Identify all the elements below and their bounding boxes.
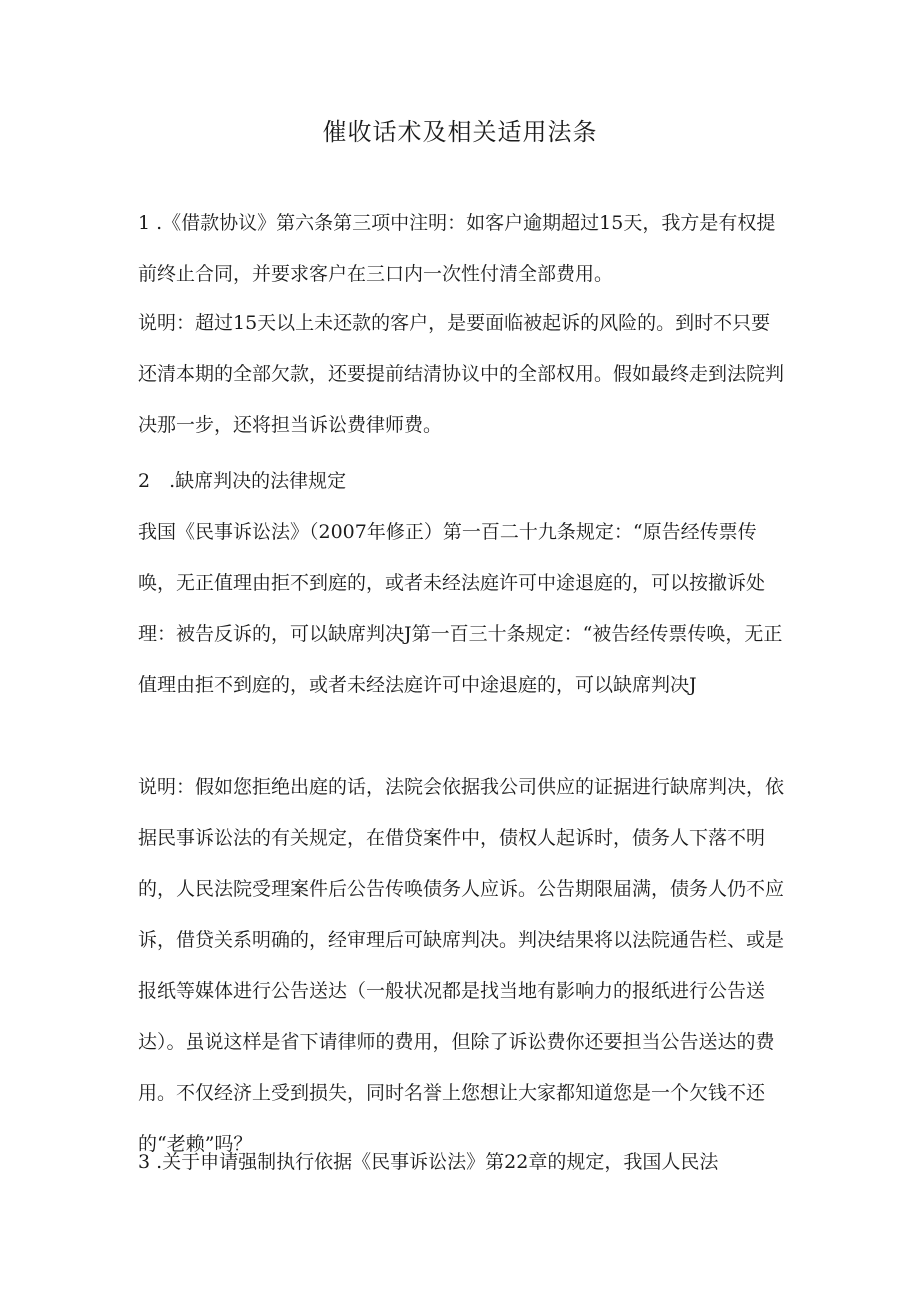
paragraph-3-heading-default-judgment: 2 .缺席判决的法律规定 (138, 470, 347, 492)
paragraph-4-civil-procedure-law: 我国《民事诉讼法》（2007年修正）第一百二十九条规定：“原告经传票传唤，无正值理由拒不到庭的，或者未经法庭许可中途退庭的，可以按撤诉处理：被告反诉的，可以缺席判决J第一百三十条规定：“被告经传票传唤，无正值理由拒不到庭的，或者未经法庭许可中途退庭的，可以缺席判决J (138, 521, 783, 696)
paragraph-1-loan-agreement: 1 .《借款协议》第六条第三项中注明：如客户逾期超过15天，我方是有权提前终止合同，并要求客户在三口内一次性付清全部费用。 (138, 212, 776, 285)
document-title: 催收话术及相关适用法条 (322, 118, 598, 146)
paragraph-5-explanation: 说明：假如您拒绝出庭的话，法院会依据我公司供应的证据进行缺席判决，依据民事诉讼法的有关规定，在借贷案件中，债权人起诉时，债务人下落不明的，人民法院受理案件后公告传唤债务人应诉。公告期限届满，债务人仍不应诉，借贷关系明确的，经审理后可缺席判决。判决结果将以法院通告栏、或是报纸等媒体进行公告送达（一般状况都是找当地有影响力的报纸进行公告送达）。虽说这样是省下请律师的费用，但除了诉讼费你还要担当公告送达的费用。不仅经济上受到损失，同时名誉上您想让大家都知道您是一个欠钱不还的“老赖”吗？ (138, 776, 785, 1155)
paragraph-6-enforcement: 3 .关于申请强制执行依据《民事诉讼法》第22章的规定，我国人民法 (138, 1151, 719, 1173)
paragraph-2-explanation: 说明：超过15天以上未还款的客户，是要面临被起诉的风险的。到时不只要还清本期的全部欠款，还要提前结清协议中的全部权用。假如最终走到法院判决那一步，还将担当诉讼费律师费。 (138, 312, 785, 436)
